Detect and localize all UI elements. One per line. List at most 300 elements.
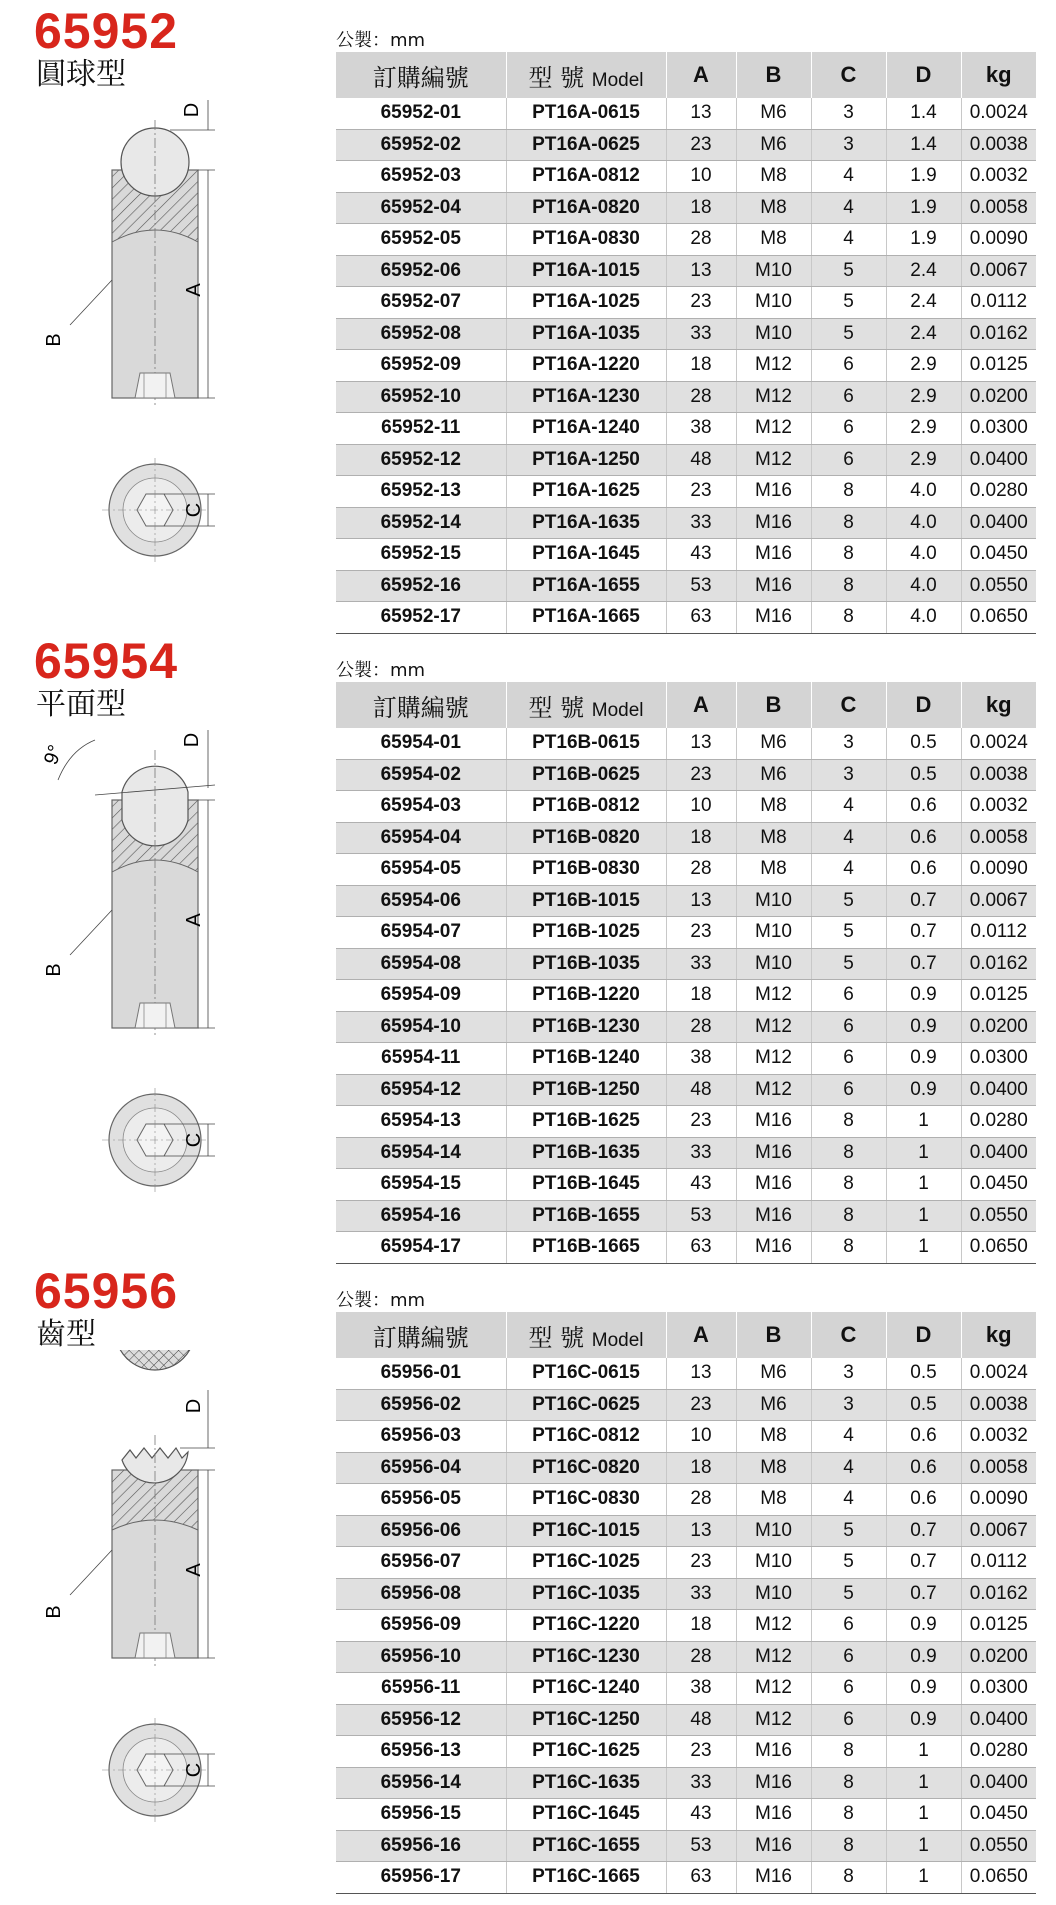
cell-order-no: 65956-05 [336, 1484, 506, 1516]
cell-model: PT16C-1645 [506, 1799, 666, 1831]
cell-kg: 0.0400 [961, 1704, 1036, 1736]
cell-c: 8 [811, 1232, 886, 1264]
table-row [336, 1830, 1036, 1862]
cell-d: 2.9 [886, 413, 961, 445]
cell-b: M16 [736, 1799, 811, 1831]
cell-d: 1 [886, 1106, 961, 1138]
cell-c: 5 [811, 1578, 886, 1610]
cell-model: PT16B-1665 [506, 1232, 666, 1264]
cell-model: PT16C-1625 [506, 1736, 666, 1768]
cell-kg: 0.0058 [961, 192, 1036, 224]
header-b: B [736, 52, 811, 98]
header-b: B [736, 1312, 811, 1358]
cell-a: 10 [666, 791, 736, 823]
cell-a: 23 [666, 1389, 736, 1421]
cell-b: M12 [736, 1641, 811, 1673]
cell-a: 48 [666, 444, 736, 476]
cell-b: M10 [736, 318, 811, 350]
dim-label-d: D [181, 732, 203, 748]
cell-order-no: 65954-15 [336, 1169, 506, 1201]
cell-d: 0.7 [886, 1578, 961, 1610]
table-row [336, 602, 1036, 634]
cell-d: 1 [886, 1830, 961, 1862]
cell-b: M16 [736, 1232, 811, 1264]
header-order-no: 訂購編號 [336, 52, 506, 98]
table-header-row [336, 682, 1036, 728]
table-row [336, 1389, 1036, 1421]
cell-model: PT16C-1015 [506, 1515, 666, 1547]
cell-kg: 0.0550 [961, 570, 1036, 602]
table-row [336, 1200, 1036, 1232]
cell-kg: 0.0280 [961, 1106, 1036, 1138]
table-row [336, 1232, 1036, 1264]
table-row [336, 1767, 1036, 1799]
cell-c: 6 [811, 1610, 886, 1642]
cell-model: PT16A-1250 [506, 444, 666, 476]
cell-d: 1 [886, 1799, 961, 1831]
cell-model: PT16A-1025 [506, 287, 666, 319]
cell-c: 8 [811, 1830, 886, 1862]
header-model [506, 682, 666, 728]
cell-model: PT16C-0625 [506, 1389, 666, 1421]
cell-b: M16 [736, 507, 811, 539]
cell-b: M10 [736, 948, 811, 980]
cell-model: PT16C-0615 [506, 1358, 666, 1389]
cell-model: PT16B-1035 [506, 948, 666, 980]
cell-a: 23 [666, 287, 736, 319]
cell-b: M10 [736, 1515, 811, 1547]
header-c: C [811, 52, 886, 98]
cell-order-no: 65954-02 [336, 759, 506, 791]
cell-order-no: 65952-12 [336, 444, 506, 476]
table-row [336, 318, 1036, 350]
cell-d: 0.6 [886, 791, 961, 823]
cell-a: 38 [666, 1043, 736, 1075]
cell-a: 28 [666, 1641, 736, 1673]
cell-model: PT16C-0812 [506, 1421, 666, 1453]
header-c: C [811, 1312, 886, 1358]
cell-d: 0.7 [886, 917, 961, 949]
cell-b: M16 [736, 1137, 811, 1169]
cell-a: 13 [666, 885, 736, 917]
table-row [336, 1578, 1036, 1610]
cell-kg: 0.0280 [961, 476, 1036, 508]
cell-kg: 0.0024 [961, 1358, 1036, 1389]
cell-model: PT16A-0812 [506, 161, 666, 193]
cell-c: 4 [811, 1452, 886, 1484]
cell-d: 2.9 [886, 381, 961, 413]
cell-model: PT16B-0812 [506, 791, 666, 823]
cell-a: 18 [666, 980, 736, 1012]
cell-kg: 0.0032 [961, 1421, 1036, 1453]
cell-b: M12 [736, 381, 811, 413]
table-row [336, 1421, 1036, 1453]
table-row [336, 129, 1036, 161]
cell-model: PT16A-1240 [506, 413, 666, 445]
dim-label-b: B [43, 963, 65, 977]
cell-c: 4 [811, 791, 886, 823]
cell-kg: 0.0300 [961, 413, 1036, 445]
cell-model: PT16B-1635 [506, 1137, 666, 1169]
cell-kg: 0.0200 [961, 1011, 1036, 1043]
cell-d: 0.9 [886, 1074, 961, 1106]
serrated-face [115, 1350, 195, 1370]
cell-b: M8 [736, 224, 811, 256]
cell-c: 8 [811, 1169, 886, 1201]
cell-c: 3 [811, 98, 886, 129]
cell-kg: 0.0162 [961, 948, 1036, 980]
dim-label-d: D [181, 102, 203, 118]
cell-model: PT16C-1635 [506, 1767, 666, 1799]
cell-c: 5 [811, 1547, 886, 1579]
table-row [336, 224, 1036, 256]
spec-table [336, 682, 1036, 1264]
table-row [336, 1484, 1036, 1516]
cell-kg: 0.0024 [961, 728, 1036, 759]
cell-a: 53 [666, 570, 736, 602]
cell-kg: 0.0038 [961, 1389, 1036, 1421]
header-model-cn: 型 號 [528, 1323, 592, 1352]
product-section-65952 [0, 0, 1056, 628]
cell-c: 5 [811, 948, 886, 980]
table-row [336, 1641, 1036, 1673]
cell-d: 1 [886, 1137, 961, 1169]
cell-a: 23 [666, 1106, 736, 1138]
table-body [336, 728, 1036, 1263]
cell-b: M8 [736, 1452, 811, 1484]
header-model-cn: 型 號 [528, 63, 592, 92]
cell-d: 0.6 [886, 854, 961, 886]
cell-kg: 0.0650 [961, 1232, 1036, 1264]
cell-kg: 0.0090 [961, 224, 1036, 256]
cell-c: 4 [811, 161, 886, 193]
unit-label: 公製：mm [336, 30, 426, 51]
table-row [336, 1169, 1036, 1201]
cell-a: 18 [666, 1610, 736, 1642]
cell-model: PT16C-1035 [506, 1578, 666, 1610]
cell-model: PT16C-1240 [506, 1673, 666, 1705]
cell-kg: 0.0450 [961, 1799, 1036, 1831]
cell-b: M10 [736, 1578, 811, 1610]
cell-a: 23 [666, 129, 736, 161]
cell-b: M6 [736, 1358, 811, 1389]
dim-label-a: A [183, 913, 205, 927]
header-model-cn: 型 號 [528, 693, 592, 722]
cell-order-no: 65952-16 [336, 570, 506, 602]
cell-kg: 0.0450 [961, 539, 1036, 571]
cell-model: PT16A-1230 [506, 381, 666, 413]
table-row [336, 948, 1036, 980]
cell-d: 0.9 [886, 1011, 961, 1043]
table-body [336, 98, 1036, 633]
cell-d: 0.5 [886, 1389, 961, 1421]
cell-d: 1 [886, 1169, 961, 1201]
cell-order-no: 65952-03 [336, 161, 506, 193]
table-row [336, 1137, 1036, 1169]
cell-order-no: 65956-02 [336, 1389, 506, 1421]
header-a: A [666, 682, 736, 728]
cell-d: 4.0 [886, 570, 961, 602]
cell-model: PT16A-1625 [506, 476, 666, 508]
cell-b: M10 [736, 255, 811, 287]
cell-d: 0.7 [886, 1515, 961, 1547]
cell-a: 33 [666, 948, 736, 980]
cell-c: 8 [811, 1799, 886, 1831]
cell-d: 0.6 [886, 822, 961, 854]
cell-c: 8 [811, 1200, 886, 1232]
cell-c: 6 [811, 1074, 886, 1106]
cell-d: 1 [886, 1200, 961, 1232]
cell-a: 18 [666, 822, 736, 854]
cell-d: 4.0 [886, 476, 961, 508]
cell-model: PT16B-1025 [506, 917, 666, 949]
cell-d: 1.9 [886, 161, 961, 193]
cell-a: 28 [666, 224, 736, 256]
cell-order-no: 65952-06 [336, 255, 506, 287]
cell-model: PT16B-1230 [506, 1011, 666, 1043]
cell-order-no: 65956-13 [336, 1736, 506, 1768]
cell-c: 6 [811, 1043, 886, 1075]
cell-kg: 0.0112 [961, 287, 1036, 319]
cell-d: 0.6 [886, 1484, 961, 1516]
header-model-en: Model [591, 1329, 644, 1351]
cell-c: 8 [811, 476, 886, 508]
cell-a: 43 [666, 1169, 736, 1201]
cell-b: M8 [736, 192, 811, 224]
table-row [336, 1862, 1036, 1894]
table-row [336, 98, 1036, 129]
cell-order-no: 65956-03 [336, 1421, 506, 1453]
product-code: 65956 [34, 1263, 179, 1319]
cell-kg: 0.0090 [961, 854, 1036, 886]
cell-kg: 0.0300 [961, 1673, 1036, 1705]
spec-table [336, 1312, 1036, 1894]
header-order-no: 訂購編號 [336, 682, 506, 728]
cell-d: 0.5 [886, 728, 961, 759]
cell-b: M10 [736, 885, 811, 917]
cell-a: 13 [666, 1358, 736, 1389]
cell-order-no: 65952-05 [336, 224, 506, 256]
cell-c: 8 [811, 1736, 886, 1768]
cell-order-no: 65956-07 [336, 1547, 506, 1579]
cell-c: 5 [811, 318, 886, 350]
table-row [336, 161, 1036, 193]
cell-b: M6 [736, 759, 811, 791]
cell-c: 6 [811, 1011, 886, 1043]
cell-kg: 0.0024 [961, 98, 1036, 129]
cell-c: 8 [811, 1106, 886, 1138]
cell-d: 1.4 [886, 98, 961, 129]
cell-order-no: 65956-17 [336, 1862, 506, 1894]
cell-c: 8 [811, 1137, 886, 1169]
product-section-65956 [0, 1260, 1056, 1888]
cell-d: 0.6 [886, 1452, 961, 1484]
cell-b: M8 [736, 791, 811, 823]
table-row [336, 570, 1036, 602]
cell-b: M12 [736, 413, 811, 445]
cell-c: 5 [811, 885, 886, 917]
cell-a: 38 [666, 413, 736, 445]
table-header-row [336, 1312, 1036, 1358]
cell-d: 0.9 [886, 1704, 961, 1736]
cell-kg: 0.0162 [961, 1578, 1036, 1610]
dim-label-d: D [183, 1398, 205, 1414]
cell-order-no: 65956-16 [336, 1830, 506, 1862]
header-model [506, 1312, 666, 1358]
cell-c: 8 [811, 570, 886, 602]
cell-a: 28 [666, 381, 736, 413]
cell-order-no: 65954-13 [336, 1106, 506, 1138]
cell-c: 3 [811, 129, 886, 161]
header-model-en: Model [591, 699, 644, 721]
cell-a: 10 [666, 1421, 736, 1453]
cell-b: M8 [736, 161, 811, 193]
table-row [336, 822, 1036, 854]
cell-c: 8 [811, 1862, 886, 1894]
cell-kg: 0.0067 [961, 885, 1036, 917]
cell-order-no: 65952-04 [336, 192, 506, 224]
cell-a: 63 [666, 1232, 736, 1264]
cell-order-no: 65954-10 [336, 1011, 506, 1043]
header-kg: kg [961, 52, 1036, 98]
cell-d: 0.5 [886, 759, 961, 791]
cell-a: 23 [666, 1547, 736, 1579]
dim-label-a: A [183, 283, 205, 297]
cell-d: 0.7 [886, 948, 961, 980]
cell-order-no: 65956-10 [336, 1641, 506, 1673]
cell-model: PT16A-0830 [506, 224, 666, 256]
cell-d: 1.9 [886, 224, 961, 256]
cell-c: 5 [811, 287, 886, 319]
cell-a: 13 [666, 728, 736, 759]
cell-kg: 0.0038 [961, 759, 1036, 791]
cell-c: 8 [811, 1767, 886, 1799]
cell-kg: 0.0112 [961, 1547, 1036, 1579]
cell-c: 8 [811, 539, 886, 571]
cell-order-no: 65954-08 [336, 948, 506, 980]
cell-a: 43 [666, 1799, 736, 1831]
cell-c: 4 [811, 224, 886, 256]
cell-order-no: 65952-15 [336, 539, 506, 571]
cell-d: 4.0 [886, 507, 961, 539]
cell-a: 18 [666, 192, 736, 224]
table-row [336, 728, 1036, 759]
cell-a: 18 [666, 1452, 736, 1484]
cell-b: M12 [736, 980, 811, 1012]
cell-a: 28 [666, 854, 736, 886]
cell-order-no: 65956-08 [336, 1578, 506, 1610]
table-row [336, 1547, 1036, 1579]
cell-d: 2.4 [886, 318, 961, 350]
cell-c: 3 [811, 759, 886, 791]
cell-order-no: 65954-03 [336, 791, 506, 823]
cell-c: 5 [811, 255, 886, 287]
table-row [336, 791, 1036, 823]
cell-d: 0.5 [886, 1358, 961, 1389]
header-a: A [666, 1312, 736, 1358]
cell-order-no: 65954-04 [336, 822, 506, 854]
cell-kg: 0.0200 [961, 381, 1036, 413]
cell-model: PT16B-1250 [506, 1074, 666, 1106]
cell-order-no: 65952-09 [336, 350, 506, 382]
cell-kg: 0.0058 [961, 1452, 1036, 1484]
cell-kg: 0.0400 [961, 444, 1036, 476]
cell-b: M12 [736, 444, 811, 476]
product-type: 齒型 [36, 1317, 96, 1352]
cell-kg: 0.0550 [961, 1830, 1036, 1862]
cell-model: PT16C-1655 [506, 1830, 666, 1862]
cell-kg: 0.0650 [961, 1862, 1036, 1894]
cell-b: M12 [736, 1704, 811, 1736]
cell-kg: 0.0032 [961, 791, 1036, 823]
cell-a: 23 [666, 476, 736, 508]
cell-b: M12 [736, 1673, 811, 1705]
header-d: D [886, 682, 961, 728]
cell-d: 2.4 [886, 255, 961, 287]
unit-label: 公製：mm [336, 1290, 426, 1311]
cell-d: 2.9 [886, 350, 961, 382]
table-row [336, 507, 1036, 539]
table-row [336, 1673, 1036, 1705]
cell-a: 33 [666, 1767, 736, 1799]
table-row [336, 539, 1036, 571]
cell-model: PT16B-1240 [506, 1043, 666, 1075]
cell-d: 0.9 [886, 1043, 961, 1075]
cell-c: 3 [811, 1389, 886, 1421]
ball-type-drawing [40, 90, 270, 610]
cell-model: PT16A-1015 [506, 255, 666, 287]
cell-a: 63 [666, 1862, 736, 1894]
cell-kg: 0.0550 [961, 1200, 1036, 1232]
cell-b: M8 [736, 1484, 811, 1516]
table-header-row [336, 52, 1036, 98]
table-row [336, 1074, 1036, 1106]
product-type: 平面型 [36, 687, 126, 722]
cell-b: M16 [736, 1830, 811, 1862]
table-row [336, 1452, 1036, 1484]
table-row [336, 287, 1036, 319]
cell-b: M8 [736, 854, 811, 886]
cell-a: 28 [666, 1484, 736, 1516]
cell-model: PT16C-0830 [506, 1484, 666, 1516]
cell-a: 10 [666, 161, 736, 193]
cell-model: PT16C-1025 [506, 1547, 666, 1579]
table-row [336, 1106, 1036, 1138]
cell-c: 8 [811, 507, 886, 539]
cell-c: 4 [811, 822, 886, 854]
cell-c: 6 [811, 413, 886, 445]
cell-order-no: 65952-17 [336, 602, 506, 634]
cell-model: PT16A-0615 [506, 98, 666, 129]
cell-b: M16 [736, 1862, 811, 1894]
cell-b: M10 [736, 917, 811, 949]
cell-model: PT16A-1220 [506, 350, 666, 382]
cell-b: M6 [736, 98, 811, 129]
cell-order-no: 65954-14 [336, 1137, 506, 1169]
cell-kg: 0.0125 [961, 1610, 1036, 1642]
cell-c: 6 [811, 350, 886, 382]
cell-c: 3 [811, 1358, 886, 1389]
table-row [336, 1043, 1036, 1075]
cell-b: M8 [736, 822, 811, 854]
cell-order-no: 65954-07 [336, 917, 506, 949]
cell-d: 1 [886, 1767, 961, 1799]
cell-d: 0.7 [886, 885, 961, 917]
cell-model: PT16A-0625 [506, 129, 666, 161]
cell-a: 53 [666, 1830, 736, 1862]
cell-c: 4 [811, 854, 886, 886]
cell-c: 3 [811, 728, 886, 759]
